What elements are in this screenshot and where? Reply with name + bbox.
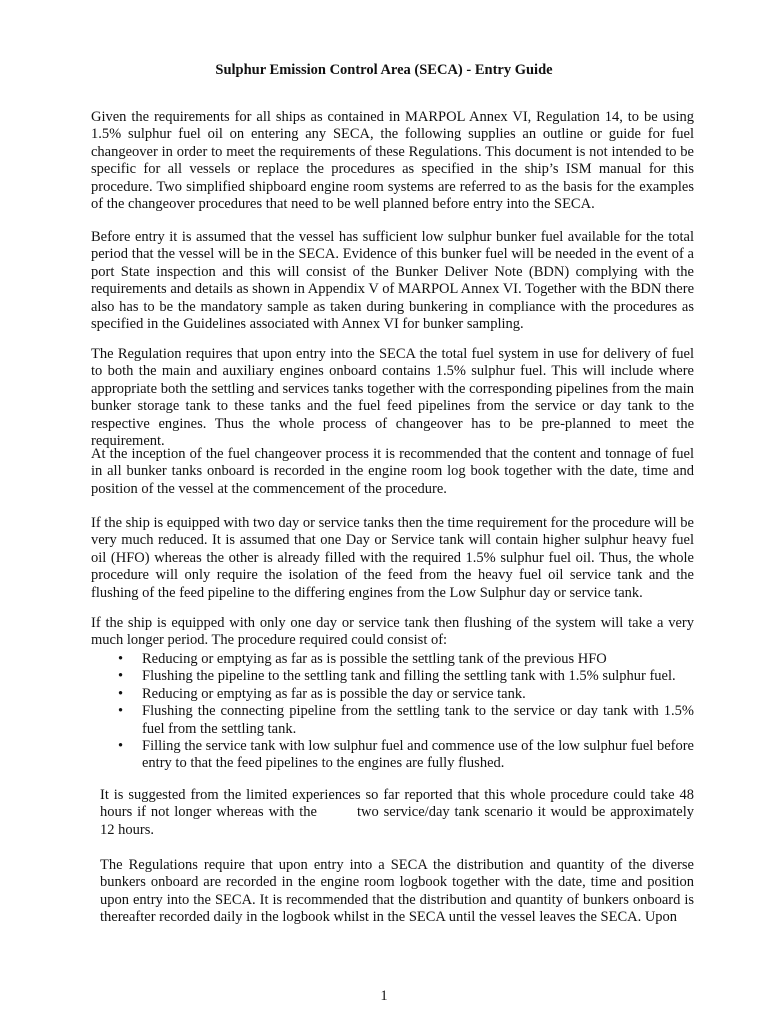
paragraph-regulation-requirement [91,346,694,450]
paragraph-duration [100,787,694,839]
list-item: • Flushing the pipeline to the settling tank and filling the settling tank with 1.5% sulphur fuel. [91,668,694,685]
paragraph-text: If the ship is equipped with two day or service tanks then the time requirement for the procedure will be very much reduced. It is assumed that one Day or Service tank will contain higher sulphur heavy fuel oil (HFO) whereas the other is already filled with the required 1.5% sulphur fuel oil. Thus, the whole procedure will only require the isolation of the feed from the heavy fuel oil service tank and the flushing of the feed pipeline to the differing engines from the Low Sulphur day or service tank. [91,515,694,601]
paragraph-text: At the inception of the fuel changeover process it is recommended that the content and tonnage of fuel in all bunker tanks onboard is recorded in the engine room log book together with the date, time and position of the vessel at the commencement of the procedure. [91,446,694,497]
paragraph-inception [91,446,694,498]
paragraph-text: The Regulations require that upon entry into a SECA the distribution and quantity of the diverse bunkers onboard are recorded in the engine room logbook together with the date, time and position upon entry into the SECA. It is recommended that the distribution and quantity of bunkers onboard is thereafter recorded daily in the logbook whilst in the SECA until the vessel leaves the SECA. Upon [100,857,694,926]
paragraph-text: The Regulation requires that upon entry into the SECA the total fuel system in use for delivery of fuel to both the main and auxiliary engines onboard contains 1.5% sulphur fuel. This will include where appropriate both the settling and services tanks together with the corresponding pipelines from the main bunker storage tank to these tanks and the fuel feed pipelines from the service or day tank to the respective engines. Thus the whole process of changeover has to be pre-planned to meet the requirement. [91,346,694,450]
paragraph-text [100,787,694,839]
document-title: Sulphur Emission Control Area (SECA) - Entry Guide [215,62,553,78]
paragraph-two-tanks [91,515,694,602]
list-item: • Reducing or emptying as far as is possible the settling tank of the previous HFO [91,651,694,668]
paragraph-text: Given the requirements for all ships as contained in MARPOL Annex VI, Regulation 14, to be using 1.5% sulphur fuel oil on entering any SECA, the following supplies an outline or guide for fuel changeover in order to meet the requirements of these Regulations. This document is not intended to be specific for all vessels or replace the procedures as specified in the ship’s ISM manual for this procedure. Two simplified shipboard engine room systems are referred to as the basis for the examples of the changeover procedures that need to be well planned before entry into the SECA. [91,109,694,213]
paragraph-one-tank [91,615,694,650]
paragraph-text-part: two service/day tank scenario it would be approximately 12 hours. [100,804,694,838]
paragraph-text-part: It is suggested from the limited experiences so far reported that this whole procedure could take 48 hours if not longer whereas with the [100,787,694,821]
paragraph-logbook [100,857,694,927]
list-item: • Filling the service tank with low sulphur fuel and commence use of the low sulphur fuel before entry to that the feed pipelines to the engines are fully flushed. [91,738,694,773]
page-number: 1 [380,988,388,1004]
paragraph-bunker-evidence [91,229,694,333]
list-item: • Flushing the connecting pipeline from the settling tank to the service or day tank with 1.5% fuel from the settling tank. [91,703,694,738]
paragraph-text: If the ship is equipped with only one day or service tank then flushing of the system will take a very much longer period. The procedure required could consist of: [91,615,694,649]
paragraph-intro [91,109,694,213]
procedure-list [91,651,694,773]
list-item: • Reducing or emptying as far as is possible the day or service tank. [91,686,694,703]
paragraph-text: Before entry it is assumed that the vessel has sufficient low sulphur bunker fuel available for the total period that the vessel will be in the SECA. Evidence of this bunker fuel will be needed in the event of a port State inspection and this will consist of the Bunker Deliver Note (BDN) complying with the requirements and details as shown in Appendix V of MARPOL Annex VI. Together with the BDN there also has to be the mandatory sample as taken during bunkering in compliance with the procedures as specified in the Guidelines associated with Annex VI for bunker sampling. [91,229,694,333]
